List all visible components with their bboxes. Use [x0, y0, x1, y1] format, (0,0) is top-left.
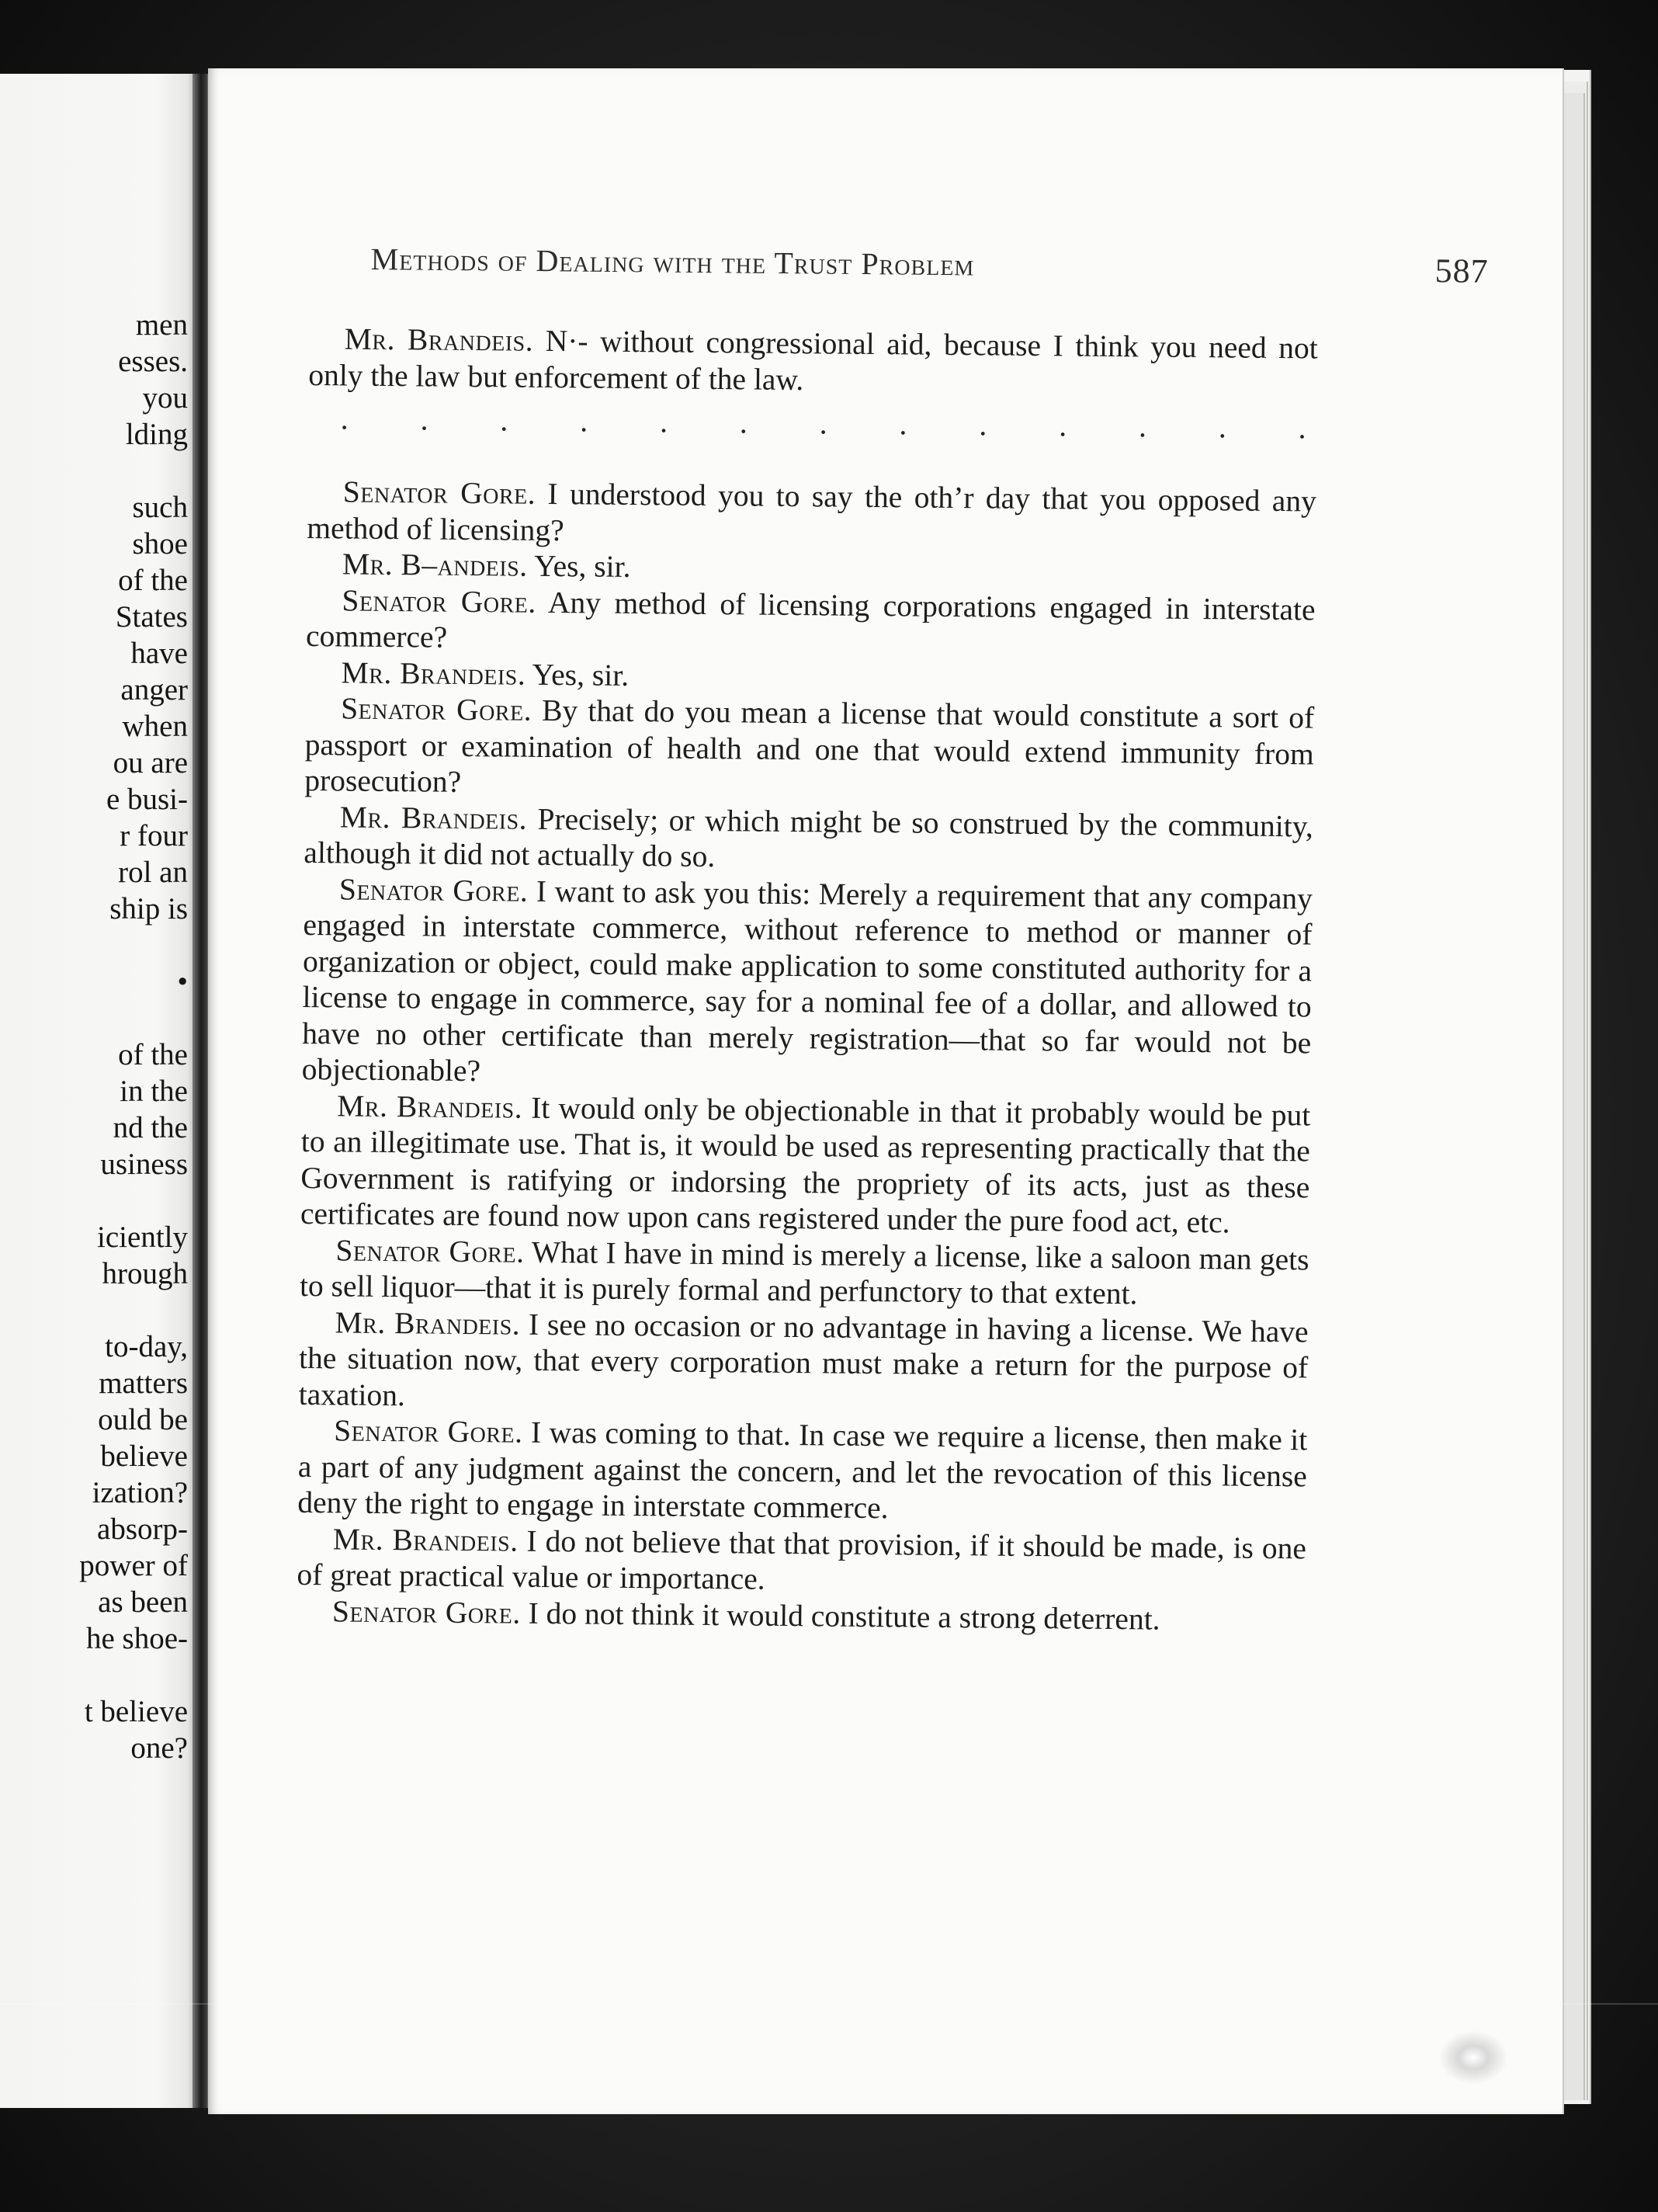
left-page-line [2, 1182, 188, 1219]
page-number: 587 [1434, 252, 1489, 290]
ellipsis-dot: . [1058, 408, 1067, 443]
left-page-text [2, 307, 188, 1766]
left-page-line: such [132, 491, 188, 524]
dialogue-text: I understood you to say the oth’r day that you opposed any method of licensing? [307, 476, 1317, 547]
speaker-name: Mr. Brandeis. [335, 1304, 521, 1342]
dialogue-text: Any method of licensing corporations engaged in interstate commerce? [305, 585, 1316, 655]
left-page-line: lding [125, 418, 188, 451]
dialogue-text: I want to ask you this: Merely a requirement that any company engaged in interstate commerce, without reference to method or manner of organization or object, could make application to some constituted authority for a license to engage in commerce, say for a nominal fee of a dollar, and allowed to have no other certificate than merely registration—that so far would not be objectionable? [301, 873, 1313, 1089]
left-page-line: he shoe- [85, 1622, 188, 1655]
left-page-line: have [130, 637, 188, 670]
speaker-name: Mr. B–andeis. [342, 547, 528, 583]
left-page-line: nd the [113, 1111, 188, 1144]
book-page [208, 68, 1563, 2114]
left-page-line: e busi- [106, 783, 188, 816]
left-page-line: matters [99, 1366, 188, 1400]
scan-scratch [0, 2003, 1658, 2005]
dialogue-paragraph [302, 870, 1313, 1096]
speaker-name: Senator Gore. [340, 691, 532, 727]
left-page-line: rol an [118, 856, 188, 889]
ellipsis-dot: . [1218, 409, 1227, 445]
speaker-name: Mr. Brandeis. [341, 655, 526, 692]
left-page-line [2, 927, 188, 964]
left-page-line: States [115, 600, 188, 634]
ellipsis-dot: . [659, 404, 668, 439]
speaker-name: Mr. Brandeis. [332, 1521, 519, 1558]
left-page-line: of the [118, 564, 188, 597]
ellipsis-row [307, 393, 1317, 457]
dialogue-paragraph [297, 1412, 1307, 1530]
left-page-line: one? [130, 1731, 188, 1765]
dialogue-text: What I have in mind is merely a license, like a saloon man gets to sell liquor—that it is purely formal and perfunctory to that extent. [299, 1234, 1309, 1311]
dialogue-text: N·‐ without congressional aid, because I think you need not only the law but enforcement of the law. [308, 323, 1318, 397]
ellipsis-dot: . [899, 406, 907, 442]
left-page-line: to-day, [105, 1330, 188, 1363]
left-page-line [2, 1292, 188, 1328]
left-page-line: when [122, 710, 188, 743]
left-page-line: as been [98, 1585, 188, 1619]
dialogue-list [297, 474, 1316, 1638]
dialogue-paragraph [300, 1087, 1311, 1241]
dialogue-text: Precisely; or which might be so construed by the community, although it did not actually do so. [304, 801, 1314, 874]
dialogue-text: I do not believe that that provision, if it should be made, is one of great practical value or importance. [297, 1523, 1307, 1596]
speaker-name: Mr. Brandeis. [337, 1088, 523, 1125]
scan-glare [1438, 2030, 1508, 2085]
ellipsis-dot: . [739, 405, 748, 440]
left-page-line: • [177, 965, 188, 998]
dialogue-text: By that do you mean a license that would constitute a sort of passport or examination of health and one that would extend immunity from prosecution? [304, 693, 1315, 799]
page-edge [1562, 93, 1585, 2100]
speaker-name: Senator Gore. [342, 582, 536, 620]
dialogue-text: It would only be objectionable in that it probably would be put to an illegitimate use. That is, it would be used as representing practically that the Government is ratifying or indorsing the propriety of its acts, just as these certificates are found now upon cans registered under the pure food act, etc. [300, 1090, 1311, 1240]
ellipsis-dot: . [420, 401, 428, 437]
running-title: Methods of Dealing with the Trust Problem [370, 241, 975, 283]
speaker-name: Senator Gore. [335, 1232, 525, 1269]
ellipsis-dot: . [580, 403, 588, 439]
left-page-line: believe [100, 1439, 188, 1473]
dialogue-text: I do not think it would constitute a strong deterrent. [520, 1596, 1160, 1637]
left-page-line: anger [120, 673, 188, 707]
left-page-line: ization? [92, 1476, 188, 1509]
speaker-name: Mr. Brandeis. [344, 321, 534, 358]
speaker-name: Senator Gore. [331, 1593, 521, 1630]
speaker-name: Senator Gore. [334, 1413, 523, 1450]
left-page-line: shoe [132, 527, 188, 561]
ellipsis-dot: . [979, 407, 987, 443]
left-page-line: ship is [109, 892, 188, 925]
left-page-line: esses. [118, 345, 188, 378]
page-body [297, 321, 1318, 1638]
dialogue-paragraph [306, 582, 1316, 663]
dialogue-text: Yes, sir. [527, 548, 631, 584]
running-header [370, 241, 1489, 290]
left-page-line: r four [120, 819, 188, 853]
speaker-name: Senator Gore. [342, 474, 536, 511]
left-facing-page [0, 74, 196, 2108]
left-page-line [2, 453, 188, 489]
left-page-line: ould be [98, 1403, 188, 1436]
ellipsis-dot: . [1298, 410, 1306, 446]
dialogue-paragraph [308, 321, 1318, 402]
dialogue-paragraph [297, 1520, 1306, 1602]
left-page-line: hrough [102, 1257, 188, 1290]
left-page-line: men [135, 308, 188, 342]
dialogue-paragraph [299, 1304, 1309, 1422]
ellipsis-dot: . [819, 405, 827, 441]
dialogue-paragraph [300, 1231, 1309, 1313]
speaker-name: Mr. Brandeis. [339, 799, 528, 836]
dialogue-paragraph [307, 474, 1316, 555]
ellipsis-dot: . [500, 402, 508, 438]
left-page-line [2, 1000, 188, 1037]
left-page-line: ou are [113, 746, 188, 780]
left-page-line: you [142, 381, 188, 415]
left-page-line: power of [79, 1549, 188, 1582]
dialogue-text: I see no occasion or no advantage in having a license. We have the situation now, that every corporation must make a return for the purpose of taxation. [298, 1307, 1309, 1412]
left-page-line: t believe [84, 1695, 188, 1728]
speaker-name: Senator Gore. [338, 871, 529, 908]
left-page-line: in the [120, 1075, 188, 1108]
dialogue-text: Yes, sir. [525, 657, 630, 693]
left-page-line: usiness [100, 1148, 188, 1181]
dialogue-paragraph [304, 690, 1314, 808]
dialogue-paragraph [304, 798, 1313, 880]
ellipsis-dot: . [340, 401, 349, 436]
left-page-line [2, 1657, 188, 1693]
left-page-line: of the [118, 1038, 188, 1071]
left-page-line: absorp- [97, 1512, 188, 1546]
left-page-line: iciently [97, 1221, 188, 1254]
ellipsis-dot: . [1138, 408, 1147, 444]
dialogue-text: I was coming to that. In case we require a license, then make it a part of any judgment against the concern, and let the revocation of this license deny the right to engage in interstate commerce. [297, 1415, 1308, 1526]
